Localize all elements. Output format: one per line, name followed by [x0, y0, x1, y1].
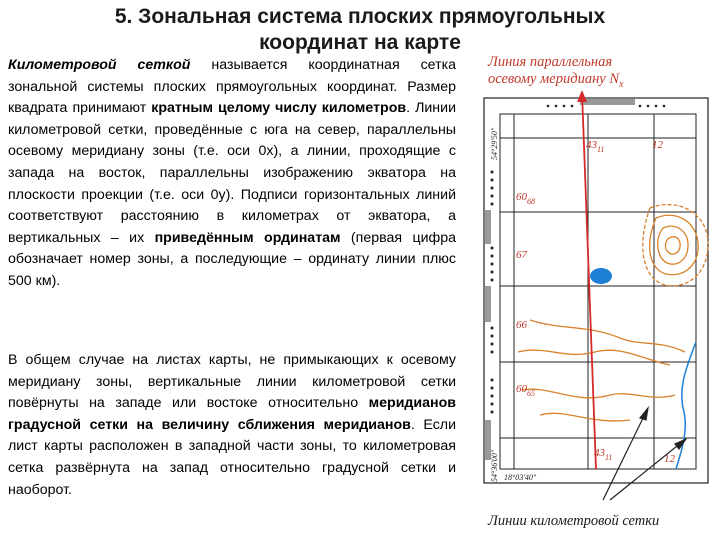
- coord-bottom-lon: 18°03'40": [504, 473, 537, 482]
- map-inner-frame: [500, 114, 696, 469]
- grid-label-60-68: $60_{68}$: [516, 191, 535, 206]
- grid-label-66: 66: [516, 319, 527, 331]
- lake: [590, 268, 612, 284]
- topographic-map: [470, 90, 720, 520]
- paragraph-1-text-a: называется координатная сетка зональной системы плоских прямоугольных координат. Размер квадрата принимают: [8, 57, 456, 117]
- paragraph-1-text-c: (первая цифра обозначает номер зоны, а последующие – ординату линии плюс 500 км).: [8, 229, 456, 289]
- paragraph-1-bold-b: приведённым ординатам: [154, 229, 341, 246]
- grid-label-bottom-43-sub: 11: [605, 453, 613, 462]
- paragraph-1-bold-a: кратным целому числу километров: [151, 100, 407, 117]
- paragraph-2-text-b: . Если лист карты расположен в западной части зоны, то километровая сетка развёрнута на запад относительно градусной сетки и наоборот.: [8, 416, 456, 498]
- page-title: [0, 4, 720, 56]
- frame-segment: [485, 210, 491, 244]
- paragraph-1: [8, 55, 456, 293]
- coord-top-corner: 54°29'50": [490, 127, 499, 160]
- coord-bottom-corner: 54°36'00": [490, 449, 499, 482]
- grid-label-60-65: $60_{65}$: [516, 383, 535, 398]
- title-line-2: координат на карте: [259, 31, 461, 54]
- frame-segment: [485, 286, 491, 322]
- axis-label-line-1: Линия параллельная: [488, 54, 613, 70]
- grid-label-top-12: 12: [652, 139, 663, 151]
- frame-segment: [580, 99, 635, 105]
- term-kilometer-grid: Километровой сеткой: [8, 57, 191, 73]
- grid-label-60-68-sub: 68: [527, 197, 535, 206]
- axis-label-line-2: осевому меридиану N: [488, 71, 619, 87]
- paragraph-2-text-a: В общем случае на листах карты, не примыкающих к осевому меридиану зоны, вертикальные линии километровой сетки повёрнуты на западе или востоке относительно: [8, 352, 456, 412]
- grid-label-67: 67: [516, 249, 527, 261]
- paragraph-2: [8, 350, 456, 501]
- frame-dots-top: [547, 105, 666, 108]
- kilometer-grid-lines-label: Линии километровой сетки: [488, 513, 660, 529]
- grid-label-top-43: $43_{11}$: [586, 139, 605, 154]
- paragraph-1-text-b: . Линии километровой сетки, проведённые с юга на север, параллельны осевому меридиану зоны (т.е. оси 0х), а линии, проходящие с запада на восток, параллельны изображению экватора на плоскости проекции (т.е. оси 0у). Подписи горизонтальных линий соответствуют расстоянию в километрах от экватора, а вертикальных – их: [8, 100, 456, 246]
- grid-label-top-43-sub: 11: [597, 145, 605, 154]
- grid-label-bottom-43: $43_{11}$: [594, 447, 613, 462]
- axis-label-subscript: x: [619, 78, 624, 90]
- grid-label-bottom-12: 12: [664, 453, 675, 465]
- axis-parallel-line-label: [488, 54, 623, 93]
- paragraph-2-bold-a: меридианов градусной сетки на величину сближения меридианов: [8, 395, 456, 433]
- title-line-1: 5. Зональная система плоских прямоугольных: [114, 5, 606, 28]
- grid-label-60-65-sub: 65: [527, 389, 535, 398]
- parallel-axis-arrow: [577, 90, 587, 102]
